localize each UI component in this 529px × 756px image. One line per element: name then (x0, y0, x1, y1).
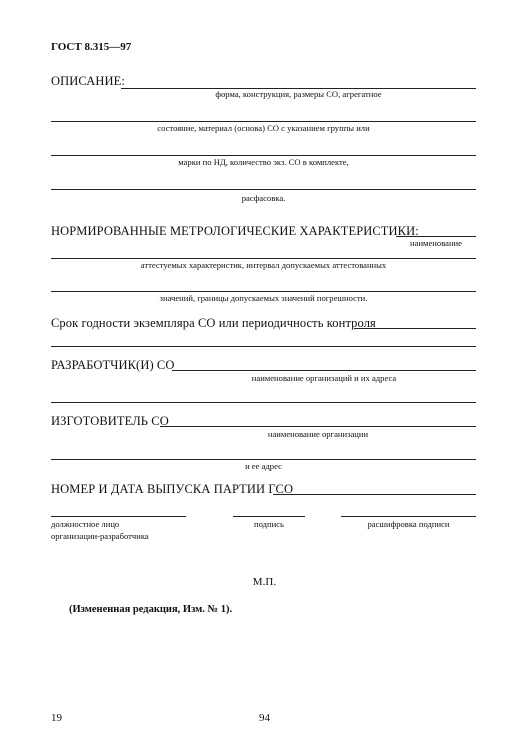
metrology-field-line-3 (51, 291, 476, 292)
document-code: ГОСТ 8.315—97 (51, 41, 132, 53)
description-field-line-4 (51, 189, 476, 190)
position-caption-2: организации-разработчика (51, 531, 149, 541)
amendment-note: (Измененная редакция, Изм. № 1). (69, 604, 233, 615)
manufacturer-caption-1: наименование организации (267, 429, 369, 439)
issue-field-line (273, 494, 476, 495)
page-number: 94 (259, 712, 270, 724)
issue-label: НОМЕР И ДАТА ВЫПУСКА ПАРТИИ ГСО (51, 482, 294, 496)
manufacturer-field-line-1 (160, 426, 476, 427)
validity-field-line-1 (354, 328, 476, 329)
position-signature-line (51, 516, 186, 517)
description-caption-2: состояние, материал (основа) СО с указанием группы или (157, 123, 370, 133)
manufacturer-field-line-2 (51, 459, 476, 460)
metrology-caption-2: аттестуемых характеристик, интервал допускаемых аттестованных (140, 260, 387, 270)
developer-label: РАЗРАБОТЧИК(И) СО (51, 358, 175, 372)
description-field-line-3 (51, 155, 476, 156)
position-caption-1: должностное лицо (51, 519, 120, 529)
metrology-label: НОРМИРОВАННЫЕ МЕТРОЛОГИЧЕСКИЕ ХАРАКТЕРИСТИКИ: (51, 224, 419, 238)
metrology-caption-1: наименование (410, 238, 462, 248)
stamp-place: М.П. (252, 576, 277, 588)
footer-left-number: 19 (51, 712, 62, 724)
decoding-caption: расшифровка подписи (367, 519, 450, 529)
manufacturer-label: ИЗГОТОВИТЕЛЬ СО (51, 414, 169, 428)
description-caption-4: расфасовка. (241, 193, 286, 203)
developer-field-line-2 (51, 402, 476, 403)
metrology-caption-3: значений, границы допускаемых значений погрешности. (159, 293, 368, 303)
validity-field-line-2 (51, 346, 476, 347)
description-caption-1: форма, конструкция, размеры СО, агрегатное (215, 89, 382, 99)
developer-caption: наименование организаций и их адреса (251, 373, 397, 383)
developer-field-line-1 (172, 370, 476, 371)
description-label: ОПИСАНИЕ: (51, 74, 125, 88)
signature-line (233, 516, 305, 517)
metrology-field-line-2 (51, 258, 476, 259)
validity-label: Срок годности экземпляра СО или периодичность контроля (51, 316, 376, 330)
signature-caption: подпись (254, 519, 284, 529)
metrology-field-line-1 (396, 236, 476, 237)
manufacturer-caption-2: и ее адрес (245, 461, 282, 471)
decoding-signature-line (341, 516, 476, 517)
description-field-line-2 (51, 121, 476, 122)
description-caption-3: марки по НД, количество экз. СО в комплекте, (178, 157, 349, 167)
